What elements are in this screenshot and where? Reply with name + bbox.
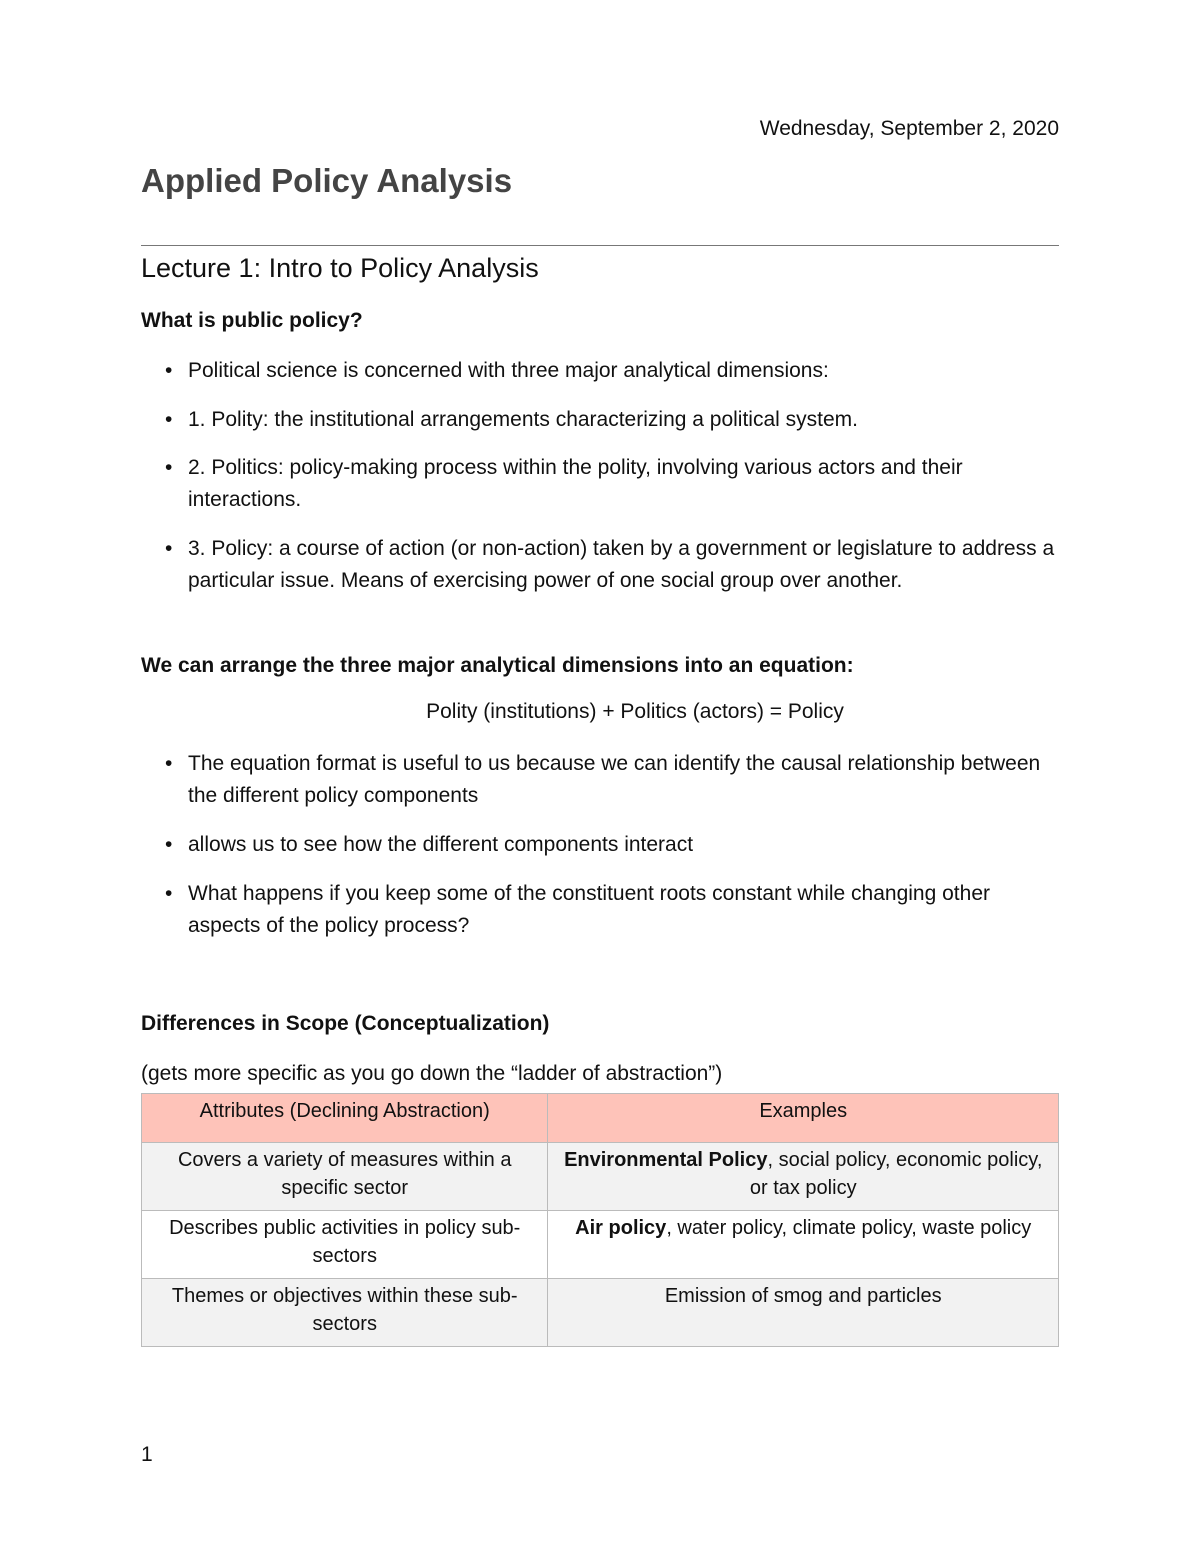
bullet-icon: • <box>165 408 173 431</box>
lecture-heading: Lecture 1: Intro to Policy Analysis <box>141 253 539 283</box>
bullet-icon: • <box>165 537 173 560</box>
table-header-row <box>142 1094 1059 1143</box>
section-heading-equation: We can arrange the three major analytical dimensions into an equation: <box>141 654 854 677</box>
list-item: • Political science is concerned with three major analytical dimensions: <box>165 355 1065 387</box>
bullet-icon: • <box>165 833 173 856</box>
example-cell: Environmental Policy, social policy, economic policy, or tax policy <box>548 1143 1059 1211</box>
bullet-icon: • <box>165 752 173 775</box>
example-cell: Air policy, water policy, climate policy, waste policy <box>548 1211 1059 1279</box>
title-divider <box>141 245 1059 246</box>
column-header: Examples <box>548 1094 1059 1143</box>
bullet-icon: • <box>165 359 173 382</box>
list-item: • 3. Policy: a course of action (or non-action) taken by a government or legislature to address a particular issue. Means of exercising power of one social group over another. <box>165 533 1065 597</box>
attribute-cell: Themes or objectives within these sub-sectors <box>142 1279 548 1347</box>
table-row <box>142 1143 1059 1211</box>
scope-table <box>141 1093 1059 1347</box>
table-row <box>142 1211 1059 1279</box>
document-date: Wednesday, September 2, 2020 <box>759 117 1059 140</box>
column-header: Attributes (Declining Abstraction) <box>142 1094 548 1143</box>
example-cell: Emission of smog and particles <box>548 1279 1059 1347</box>
bullet-icon: • <box>165 882 173 905</box>
list-item: • What happens if you keep some of the constituent roots constant while changing other aspects of the policy process? <box>165 878 1055 942</box>
document-title: Applied Policy Analysis <box>141 162 513 199</box>
bullet-icon: • <box>165 456 173 479</box>
list-item: • allows us to see how the different components interact <box>165 829 1065 861</box>
section-heading-scope: Differences in Scope (Conceptualization) <box>141 1012 550 1035</box>
section-heading-public-policy: What is public policy? <box>141 309 363 332</box>
equation: Polity (institutions) + Politics (actors) = Policy <box>426 700 844 723</box>
attribute-cell: Describes public activities in policy sub-sectors <box>142 1211 548 1279</box>
table-note: (gets more specific as you go down the “ladder of abstraction”) <box>141 1062 723 1085</box>
list-item: • The equation format is useful to us because we can identify the causal relationship between the different policy components <box>165 748 1065 812</box>
attribute-cell: Covers a variety of measures within a specific sector <box>142 1143 548 1211</box>
list-item: • 2. Politics: policy-making process within the polity, involving various actors and their interactions. <box>165 452 1045 516</box>
page-number: 1 <box>141 1443 153 1466</box>
table-row <box>142 1279 1059 1347</box>
list-item: • 1. Polity: the institutional arrangements characterizing a political system. <box>165 404 1065 436</box>
